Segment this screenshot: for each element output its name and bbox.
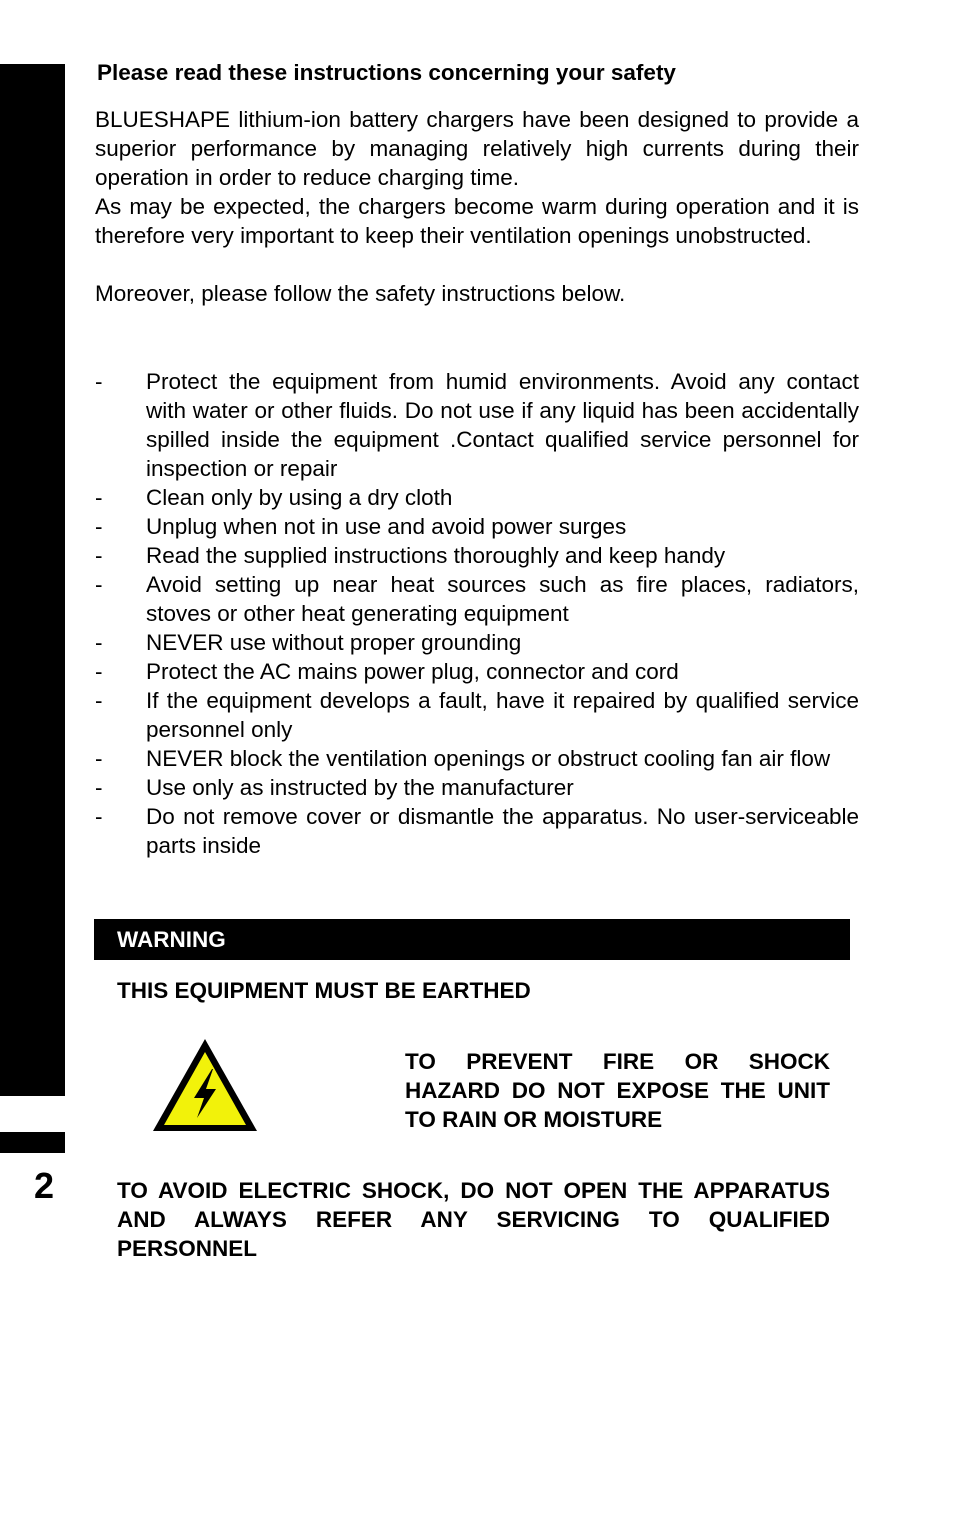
warning-header-bar <box>94 919 850 960</box>
list-item-text: NEVER block the ventilation openings or obstruct cooling fan air flow <box>146 746 831 771</box>
warning-label: WARNING <box>117 927 226 952</box>
list-item <box>95 744 859 773</box>
list-item-text: Protect the equipment from humid environments. Avoid any contact with water or other fluids. Do not use if any liquid has been accidentally spilled inside the equipment .Contact qualified service personnel for inspection or repair <box>146 369 859 481</box>
list-item-text: Protect the AC mains power plug, connector and cord <box>146 659 679 684</box>
list-dash: - <box>95 775 103 800</box>
list-item-text: Use only as instructed by the manufacturer <box>146 775 574 800</box>
list-dash: - <box>95 630 103 655</box>
intro-paragraph: As may be expected, the chargers become warm during operation and it is therefore very important to keep their ventilation openings unobstructed. <box>95 194 859 248</box>
safety-instruction-list <box>95 367 859 860</box>
list-dash: - <box>95 804 103 829</box>
side-thumb-bar <box>0 64 65 1096</box>
list-item <box>95 512 859 541</box>
list-dash: - <box>95 369 103 394</box>
list-dash: - <box>95 543 103 568</box>
list-item <box>95 483 859 512</box>
list-item-text: Read the supplied instructions thoroughly and keep handy <box>146 543 726 568</box>
list-item-text: Avoid setting up near heat sources such as fire places, radiators, stoves or other heat generating equipment <box>146 572 859 626</box>
list-item <box>95 802 859 860</box>
side-thumb-tab <box>0 1132 65 1153</box>
earthed-notice: THIS EQUIPMENT MUST BE EARTHED <box>117 978 531 1003</box>
list-item <box>95 686 859 744</box>
intro-paragraph: BLUESHAPE lithium-ion battery chargers have been designed to provide a superior performance by managing relatively high currents during their operation in order to reduce charging time. <box>95 107 859 190</box>
shock-warning: TO AVOID ELECTRIC SHOCK, DO NOT OPEN THE APPARATUS AND ALWAYS REFER ANY SERVICING TO QUALIFIED PERSONNEL <box>117 1178 830 1261</box>
list-item-text: Clean only by using a dry cloth <box>146 485 453 510</box>
list-item <box>95 657 859 686</box>
list-dash: - <box>95 485 103 510</box>
intro-paragraph: Moreover, please follow the safety instructions below. <box>95 281 626 306</box>
list-dash: - <box>95 688 103 713</box>
list-dash: - <box>95 514 103 539</box>
list-item <box>95 628 859 657</box>
list-item-text: If the equipment develops a fault, have it repaired by qualified service personnel only <box>146 688 859 742</box>
moisture-warning: TO PREVENT FIRE OR SHOCK HAZARD DO NOT EXPOSE THE UNIT TO RAIN OR MOISTURE <box>405 1049 830 1132</box>
list-item <box>95 541 859 570</box>
high-voltage-warning-icon <box>150 1036 260 1134</box>
page-number: 2 <box>34 1165 55 1206</box>
list-dash: - <box>95 659 103 684</box>
list-item-text: Do not remove cover or dismantle the apparatus. No user-serviceable parts inside <box>146 804 859 858</box>
intro-text <box>95 105 859 308</box>
list-dash: - <box>95 572 103 597</box>
list-item-text: NEVER use without proper grounding <box>146 630 522 655</box>
list-item <box>95 773 859 802</box>
safety-heading: Please read these instructions concerning your safety <box>97 60 676 85</box>
list-item <box>95 367 859 483</box>
list-dash: - <box>95 746 103 771</box>
list-item-text: Unplug when not in use and avoid power surges <box>146 514 627 539</box>
list-item <box>95 570 859 628</box>
